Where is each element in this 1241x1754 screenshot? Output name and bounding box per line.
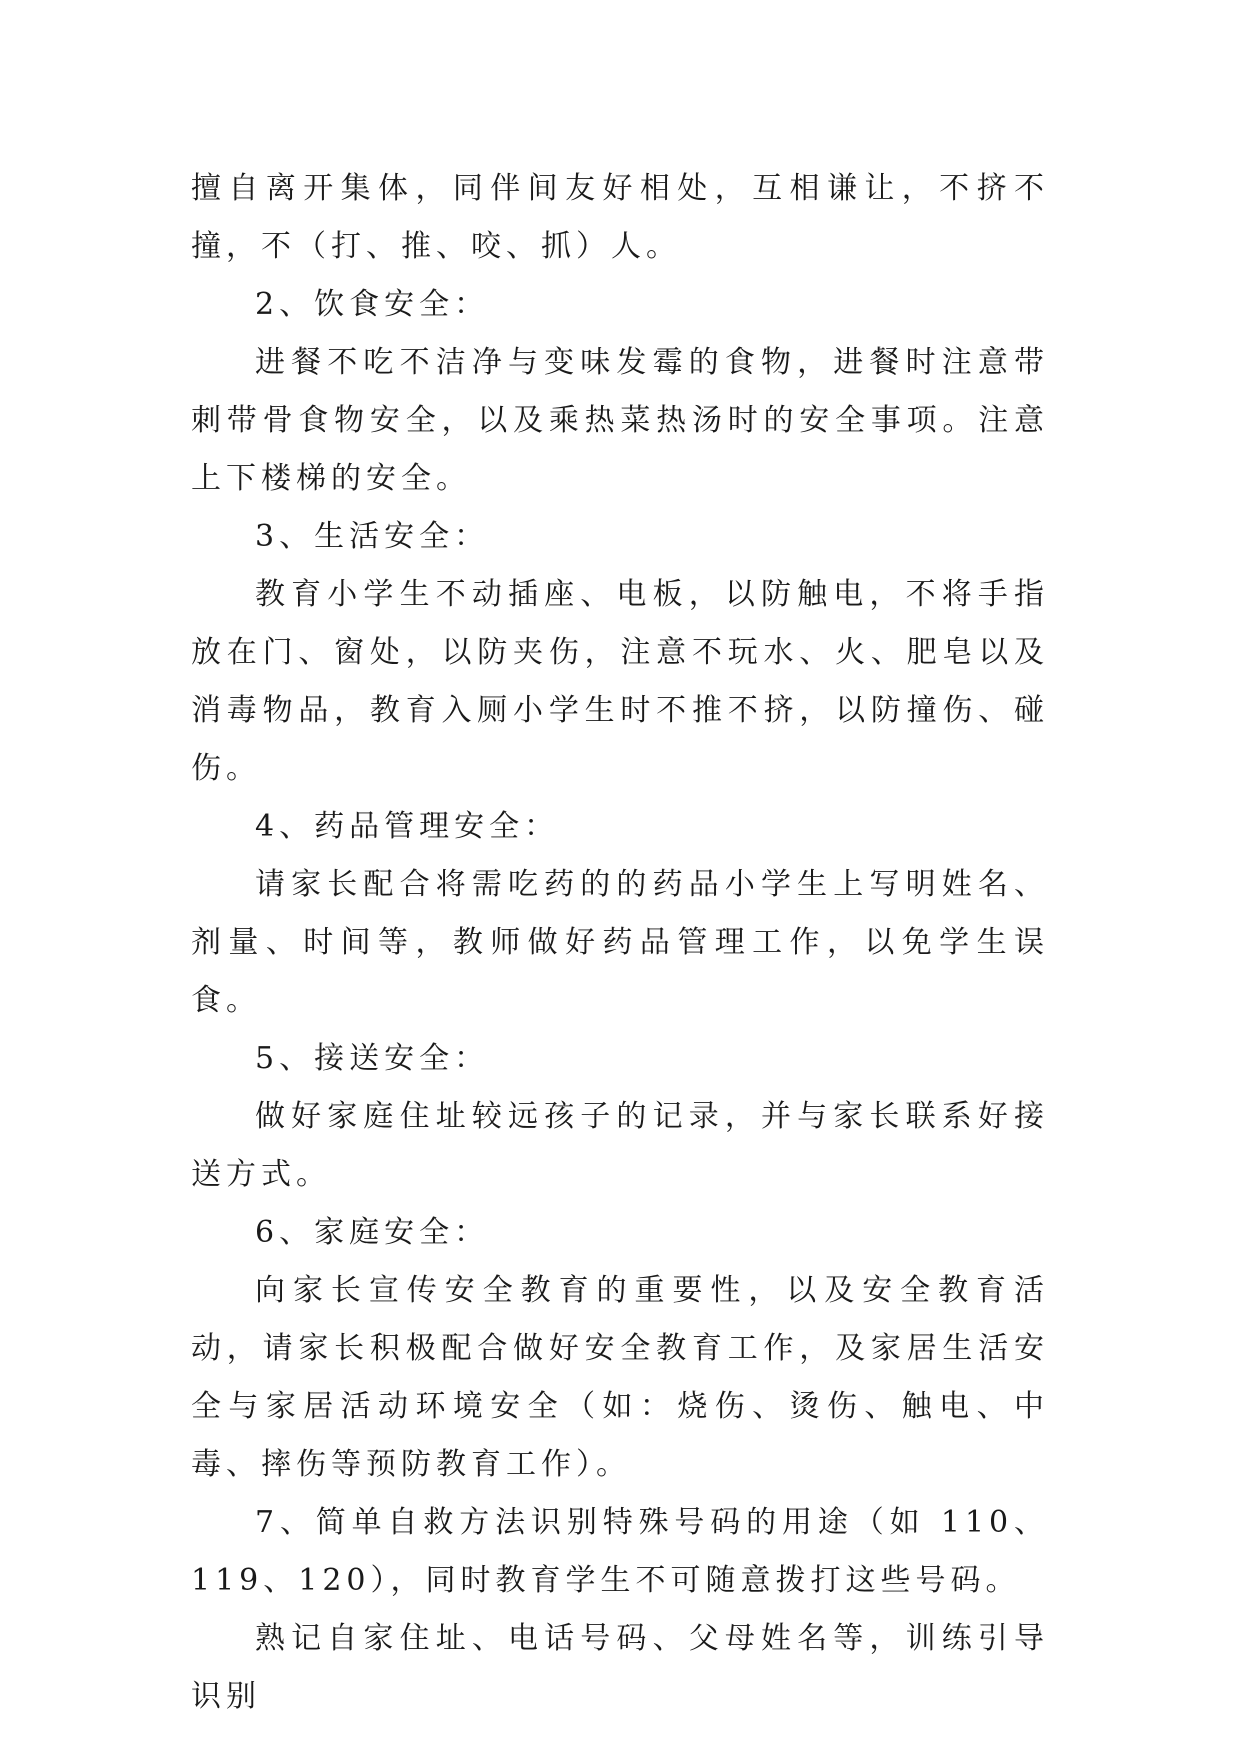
heading-diet-safety: 2、饮食安全： — [255, 287, 490, 322]
paragraph-group-conduct: 擅自离开集体，同伴间友好相处，互相谦让，不挤不撞，不（打、推、咬、抓）人。 — [191, 171, 1049, 264]
document-body — [191, 160, 1049, 1726]
heading-life-safety: 3、生活安全： — [255, 519, 490, 554]
paragraph-home-safety: 向家长宣传安全教育的重要性，以及安全教育活动，请家长积极配合做好安全教育工作，及家居生活安全与家居活动环境安全（如：烧伤、烫伤、触电、中毒、摔伤等预防教育工作）。 — [191, 1273, 1049, 1482]
paragraph-memorize-info: 熟记自家住址、电话号码、父母姓名等，训练引导识别 — [191, 1621, 1049, 1714]
paragraph-pickup-safety: 做好家庭住址较远孩子的记录，并与家长联系好接送方式。 — [191, 1099, 1049, 1192]
paragraph-self-rescue: 7、简单自救方法识别特殊号码的用途（如 110、119、120），同时教育学生不可随意拨打这些号码。 — [191, 1505, 1049, 1598]
paragraph-medicine-safety: 请家长配合将需吃药的的药品小学生上写明姓名、剂量、时间等，教师做好药品管理工作，以免学生误食。 — [191, 867, 1049, 1018]
heading-home-safety: 6、家庭安全： — [255, 1215, 490, 1250]
paragraph-diet-safety: 进餐不吃不洁净与变味发霉的食物，进餐时注意带刺带骨食物安全，以及乘热菜热汤时的安全事项。注意上下楼梯的安全。 — [191, 345, 1049, 496]
heading-pickup-safety: 5、接送安全： — [255, 1041, 490, 1076]
heading-medicine-safety: 4、药品管理安全： — [255, 809, 560, 844]
paragraph-life-safety: 教育小学生不动插座、电板，以防触电，不将手指放在门、窗处，以防夹伤，注意不玩水、火、肥皂以及消毒物品，教育入厕小学生时不推不挤，以防撞伤、碰伤。 — [191, 577, 1049, 786]
